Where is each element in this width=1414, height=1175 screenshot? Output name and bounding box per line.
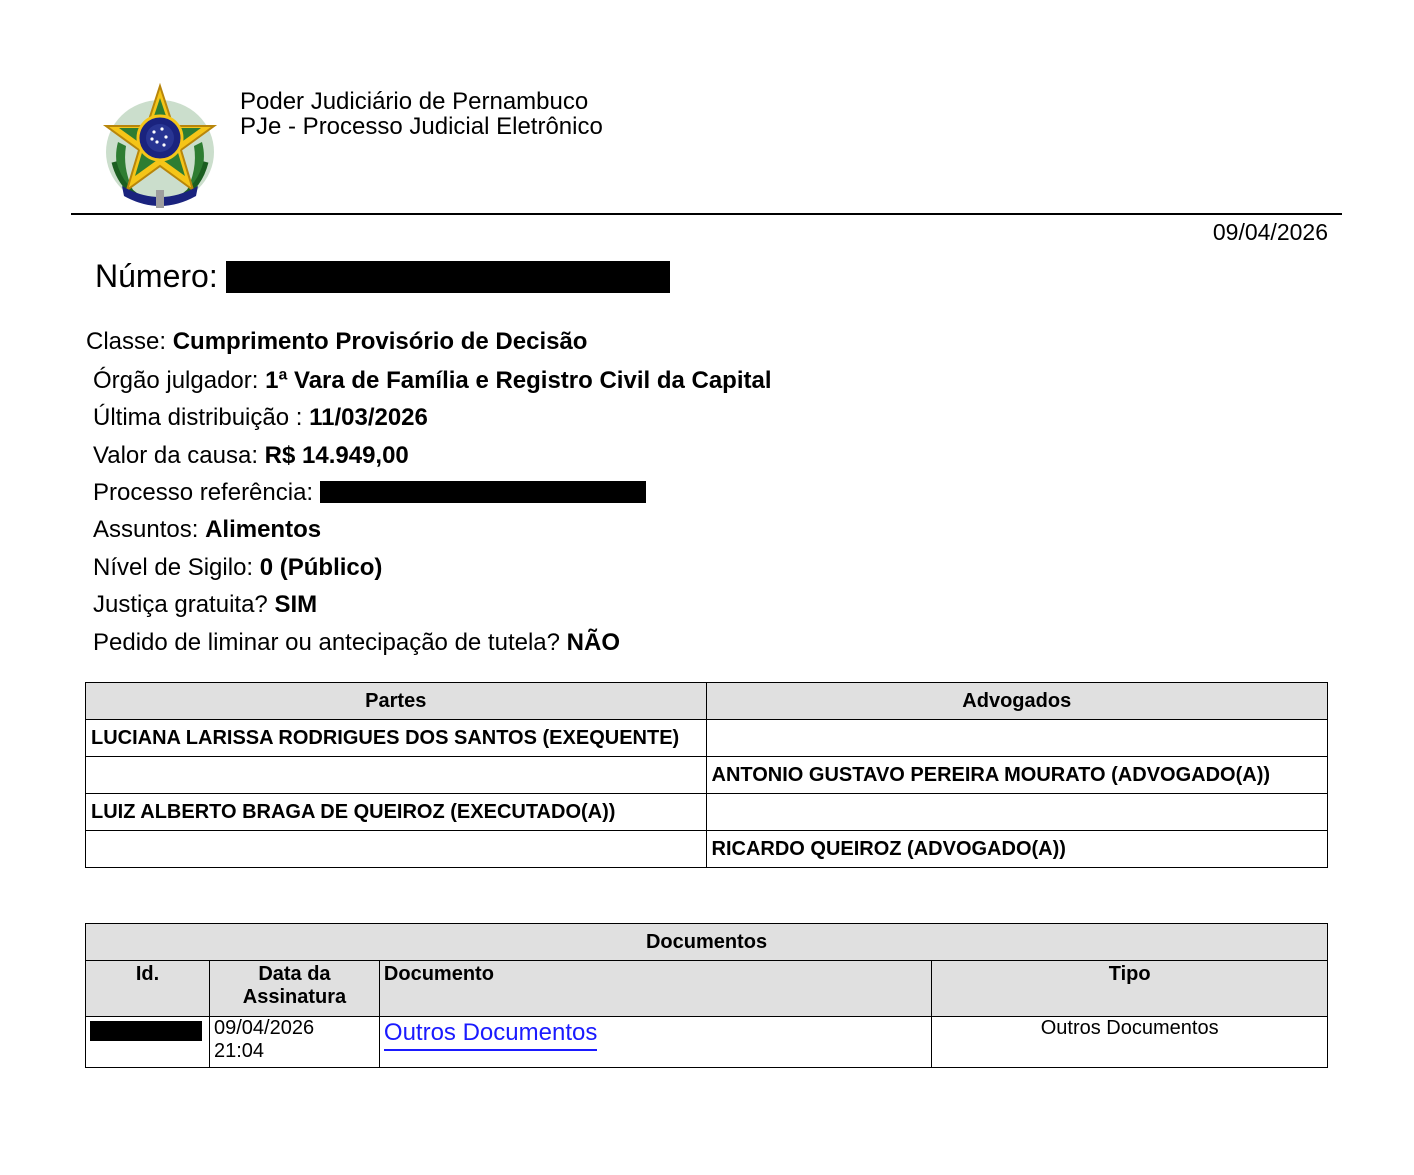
id-header: Id. — [86, 961, 210, 1017]
field-assuntos: Assuntos: Alimentos — [93, 516, 322, 543]
document-header — [240, 89, 603, 139]
documentos-title-row — [86, 924, 1328, 961]
redacted-reference-number — [320, 481, 646, 503]
advogado-cell: ANTONIO GUSTAVO PEREIRA MOURATO (ADVOGADO(A)) — [706, 757, 1328, 794]
parte-cell: LUIZ ALBERTO BRAGA DE QUEIROZ (EXECUTADO(A)) — [86, 794, 707, 831]
tipo-cell: Outros Documentos — [932, 1017, 1328, 1068]
parte-cell: LUCIANA LARISSA RODRIGUES DOS SANTOS (EXEQUENTE) — [86, 720, 707, 757]
print-date: 09/04/2026 — [1212, 219, 1328, 245]
valor-value: R$ 14.949,00 — [264, 442, 409, 469]
signature-date: 09/04/2026 — [213, 1017, 315, 1039]
field-processo-referencia: Processo referência: — [93, 479, 646, 507]
documento-cell — [379, 1017, 931, 1068]
sigilo-value: 0 (Público) — [259, 554, 383, 581]
parte-cell — [86, 831, 707, 868]
classe-value: Cumprimento Provisório de Decisão — [172, 328, 588, 355]
redacted-process-number — [226, 261, 670, 293]
court-name: Poder Judiciário de Pernambuco — [240, 88, 589, 115]
documento-header: Documento — [379, 961, 931, 1017]
advogado-cell: RICARDO QUEIROZ (ADVOGADO(A)) — [706, 831, 1328, 868]
table-header-row — [86, 961, 1328, 1017]
field-orgao-julgador: Órgão julgador: 1ª Vara de Família e Registro Civil da Capital — [93, 367, 772, 394]
orgao-value: 1ª Vara de Família e Registro Civil da Capital — [265, 367, 772, 394]
field-valor-causa: Valor da causa: R$ 14.949,00 — [93, 442, 409, 469]
justica-gratuita-value: SIM — [274, 591, 318, 618]
documentos-table — [85, 923, 1328, 1068]
table-header-row — [86, 683, 1328, 720]
assuntos-value: Alimentos — [205, 516, 322, 543]
field-justica-gratuita: Justiça gratuita? SIM — [93, 591, 318, 618]
header-divider — [71, 213, 1342, 215]
numero-label: Número: — [95, 258, 218, 294]
partes-table — [85, 682, 1328, 868]
advogado-cell — [706, 720, 1328, 757]
documentos-title: Documentos — [86, 924, 1328, 961]
advogados-header: Advogados — [706, 683, 1328, 720]
signature-time: 21:04 — [213, 1040, 265, 1062]
parte-cell — [86, 757, 707, 794]
tipo-header: Tipo — [932, 961, 1328, 1017]
field-classe: Classe: Cumprimento Provisório de Decisão — [86, 328, 588, 355]
advogado-cell — [706, 794, 1328, 831]
id-cell — [86, 1017, 210, 1068]
liminar-value: NÃO — [566, 629, 621, 656]
table-row — [86, 831, 1328, 868]
document-link[interactable]: Outros Documentos — [384, 1019, 597, 1051]
date-cell — [209, 1017, 379, 1068]
distribuicao-value: 11/03/2026 — [309, 404, 428, 431]
brazil-coat-of-arms-icon — [100, 82, 220, 210]
field-pedido-liminar: Pedido de liminar ou antecipação de tutela? NÃO — [93, 629, 621, 656]
partes-header: Partes — [86, 683, 707, 720]
field-ultima-distribuicao: Última distribuição : 11/03/2026 — [93, 404, 428, 431]
table-row — [86, 757, 1328, 794]
table-row — [86, 720, 1328, 757]
table-row — [86, 1017, 1328, 1068]
redacted-document-id — [90, 1021, 202, 1041]
data-assinatura-header: Data da Assinatura — [209, 961, 379, 1017]
process-number — [95, 258, 670, 295]
table-row — [86, 794, 1328, 831]
system-name: PJe - Processo Judicial Eletrônico — [240, 113, 603, 140]
field-nivel-sigilo: Nível de Sigilo: 0 (Público) — [93, 554, 383, 581]
